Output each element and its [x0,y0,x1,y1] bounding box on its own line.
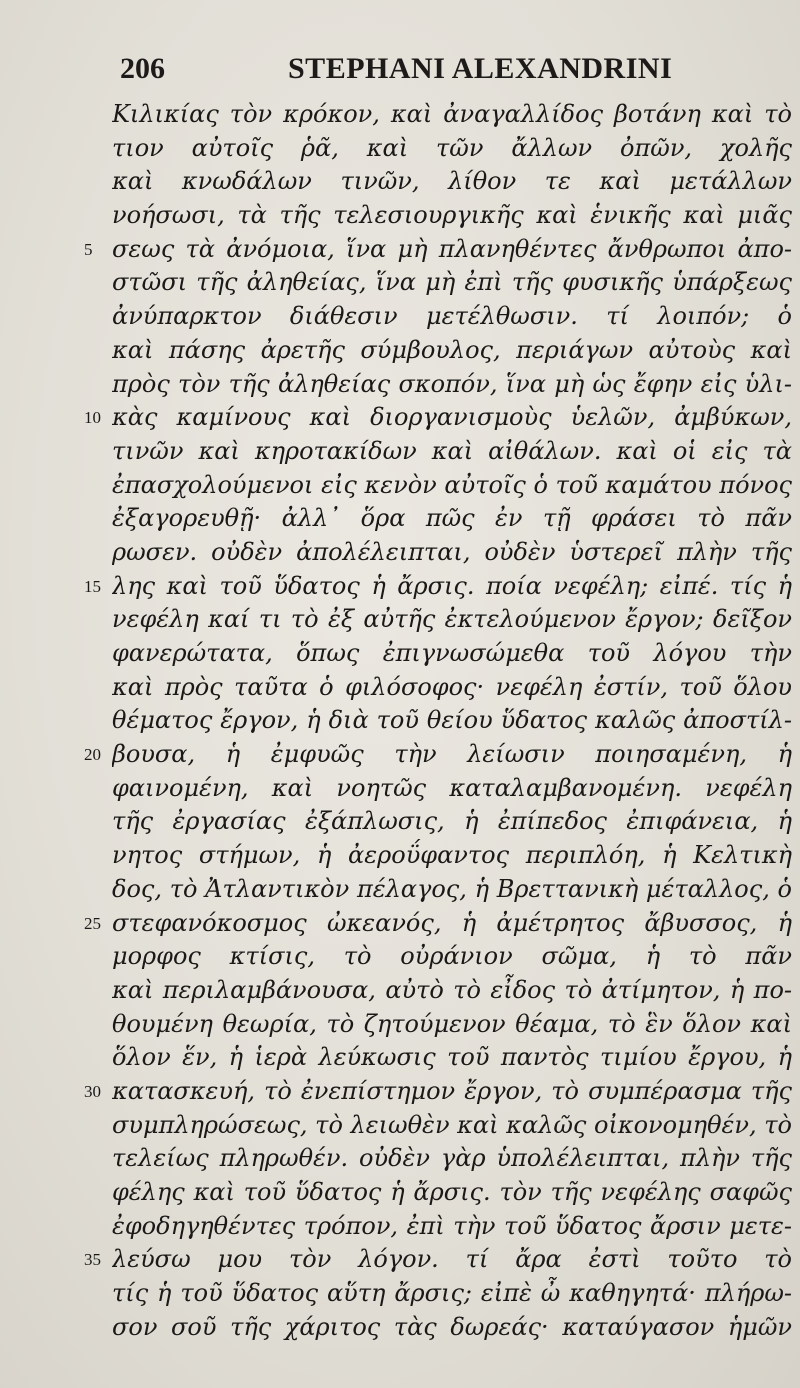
text-line [0,671,800,705]
text-line [0,839,800,873]
line-text: φέλης καὶ τοῦ ὕδατος ἡ ἄρσις. τὸν τῆς νεφέλης σαφῶς [112,1178,792,1206]
line-text: τῆς ἐργασίας ἐξάπλωσις, ἡ ἐπίπεδος ἐπιφάνεια, ἡ [112,807,792,836]
text-line [0,940,800,974]
greek-text-body [0,98,800,1344]
line-text: ἐπασχολούμενοι εἰς κενὸν αὐτοῖς ὁ τοῦ καμάτου πόνος [112,470,792,499]
line-number: 30 [84,1081,101,1101]
line-text: πρὸς τὸν τῆς ἀληθείας σκοπόν, ἵνα μὴ ὡς ἔφην εἰς ὑλι- [112,369,792,398]
text-line [0,637,800,671]
text-line [0,1176,800,1210]
text-line [0,1277,800,1311]
line-text: κατασκευή, τὸ ἐνεπίστημον ἔργον, τὸ συμπέρασμα τῆς [112,1076,792,1105]
text-line [0,1210,800,1244]
line-text: καὶ πάσης ἀρετῆς σύμβουλος, περιάγων αὐτοὺς καὶ [112,335,792,364]
line-text: νοήσωσι, τὰ τῆς τελεσιουργικῆς καὶ ἑνικῆς καὶ μιᾶς [112,201,792,230]
text-line [0,469,800,503]
line-text: καὶ περιλαμβάνουσα, αὐτὸ τὸ εἶδος τὸ ἀτίμητον, ἡ πο- [112,975,792,1004]
text-line [0,805,800,839]
line-number: 5 [84,239,93,259]
page-number: 206 [120,52,165,85]
line-text: νητος στήμων, ἡ ἀεροΰφαντος περιπλόη, ἡ Κελτικὴ [112,841,792,870]
line-text: λεύσω μου τὸν λόγον. τί ἄρα ἐστὶ τοῦτο τὸ [112,1245,792,1274]
line-text: τινῶν καὶ κηροτακίδων καὶ αἰθάλων. καὶ οἱ εἰς τὰ [112,436,792,465]
text-line [0,1243,800,1277]
line-text: στῶσι τῆς ἀληθείας, ἵνα μὴ ἐπὶ τῆς φυσικῆς ὑπάρξεως [112,268,792,297]
line-text: θουμένη θεωρία, τὸ ζητούμενον θέαμα, τὸ ἓν ὅλον καὶ [112,1009,792,1038]
line-text: ἀνύπαρκτον διάθεσιν μετέλθωσιν. τί λοιπόν; ὁ [112,302,792,331]
text-line [0,132,800,166]
line-text: ἐξαγορευθῇ· ἀλλ᾽ ὅρα πῶς ἐν τῇ φράσει τὸ πᾶν [112,504,792,533]
text-line [0,266,800,300]
text-line [0,704,800,738]
text-line [0,300,800,334]
text-line [0,603,800,637]
text-line [0,873,800,907]
line-text: βουσα, ἡ ἐμφυῶς τὴν λείωσιν ποιησαμένη, ἡ [112,740,792,769]
line-text: σεως τὰ ἀνόμοια, ἵνα μὴ πλανηθέντες ἄνθρωποι ἀπο- [112,234,792,263]
text-line [0,233,800,267]
line-text: φανερώτατα, ὅπως ἐπιγνωσώμεθα τοῦ λόγου τὴν [112,639,792,667]
line-text: τιον αὐτοῖς ῥᾶ, καὶ τῶν ἄλλων ὀπῶν, χολῆς [112,133,792,162]
line-text: τίς ἡ τοῦ ὕδατος αὕτη ἄρσις; εἰπὲ ὦ καθηγητά· πλήρω- [112,1279,792,1308]
text-line [0,1041,800,1075]
text-line [0,570,800,604]
text-line [0,974,800,1008]
line-text: ρωσεν. οὐδὲν ἀπολέλειπται, οὐδὲν ὑστερεῖ πλὴν τῆς [112,537,792,566]
line-text: δος, τὸ Ἀτλαντικὸν πέλαγος, ἡ Βρεττανικὴ μέταλλος, ὁ [112,874,792,903]
text-line [0,435,800,469]
line-number: 15 [84,576,101,596]
text-line [0,738,800,772]
line-text: θέματος ἔργον, ἡ διὰ τοῦ θείου ὕδατος καλῶς ἀποστίλ- [112,706,792,735]
text-line [0,772,800,806]
text-line [0,98,800,132]
text-line [0,1008,800,1042]
line-text: συμπληρώσεως, τὸ λειωθὲν καὶ καλῶς οἰκονομηθέν, τὸ [112,1110,792,1139]
line-number: 10 [84,408,101,428]
line-text: ὅλον ἕν, ἡ ἱερὰ λεύκωσις τοῦ παντὸς τιμίου ἔργου, ἡ [112,1043,792,1072]
text-line [0,536,800,570]
line-text: Κιλικίας τὸν κρόκον, καὶ ἀναγαλλίδος βοτάνη καὶ τὸ [112,100,792,128]
text-line [0,368,800,402]
text-line [0,1311,800,1345]
line-number: 20 [84,745,101,765]
running-title: STEPHANI ALEXANDRINI [288,52,673,85]
line-text: στεφανόκοσμος ὠκεανός, ἡ ἀμέτρητος ἄβυσσος, ἡ [112,908,792,937]
line-text: μορφος κτίσις, τὸ οὐράνιον σῶμα, ἡ τὸ πᾶν [112,942,792,971]
line-text: τελείως πληρωθέν. οὐδὲν γὰρ ὑπολέλειπται, πλὴν τῆς [112,1144,792,1173]
line-text: νεφέλη καί τι τὸ ἐξ αὐτῆς ἐκτελούμενον ἔργον; δεῖξον [112,605,792,634]
line-number: 25 [84,913,101,933]
text-line [0,907,800,941]
line-text: ἐφοδηγηθέντες τρόπον, ἐπὶ τὴν τοῦ ὕδατος ἄρσιν μετε- [112,1211,792,1240]
line-text: φαινομένη, καὶ νοητῶς καταλαμβανομένη. νεφέλη [112,773,792,802]
page-header [120,50,740,90]
text-line [0,1142,800,1176]
text-line [0,334,800,368]
line-text: καὶ πρὸς ταῦτα ὁ φιλόσοφος· νεφέλη ἐστίν, τοῦ ὅλου [112,672,792,701]
text-line [0,165,800,199]
line-text: κὰς καμίνους καὶ διοργανισμοὺς ὑελῶν, ἀμβύκων, [112,403,792,432]
line-text: καὶ κνωδάλων τινῶν, λίθον τε καὶ μετάλλων [112,167,792,196]
text-line [0,1075,800,1109]
text-line [0,401,800,435]
line-text: λης καὶ τοῦ ὕδατος ἡ ἄρσις. ποία νεφέλη; εἰπέ. τίς ἡ [112,571,792,600]
text-line [0,1109,800,1143]
line-text: σον σοῦ τῆς χάριτος τὰς δωρεάς· καταύγασον ἡμῶν [112,1312,792,1341]
line-number: 35 [84,1250,101,1270]
text-line [0,502,800,536]
text-line [0,199,800,233]
